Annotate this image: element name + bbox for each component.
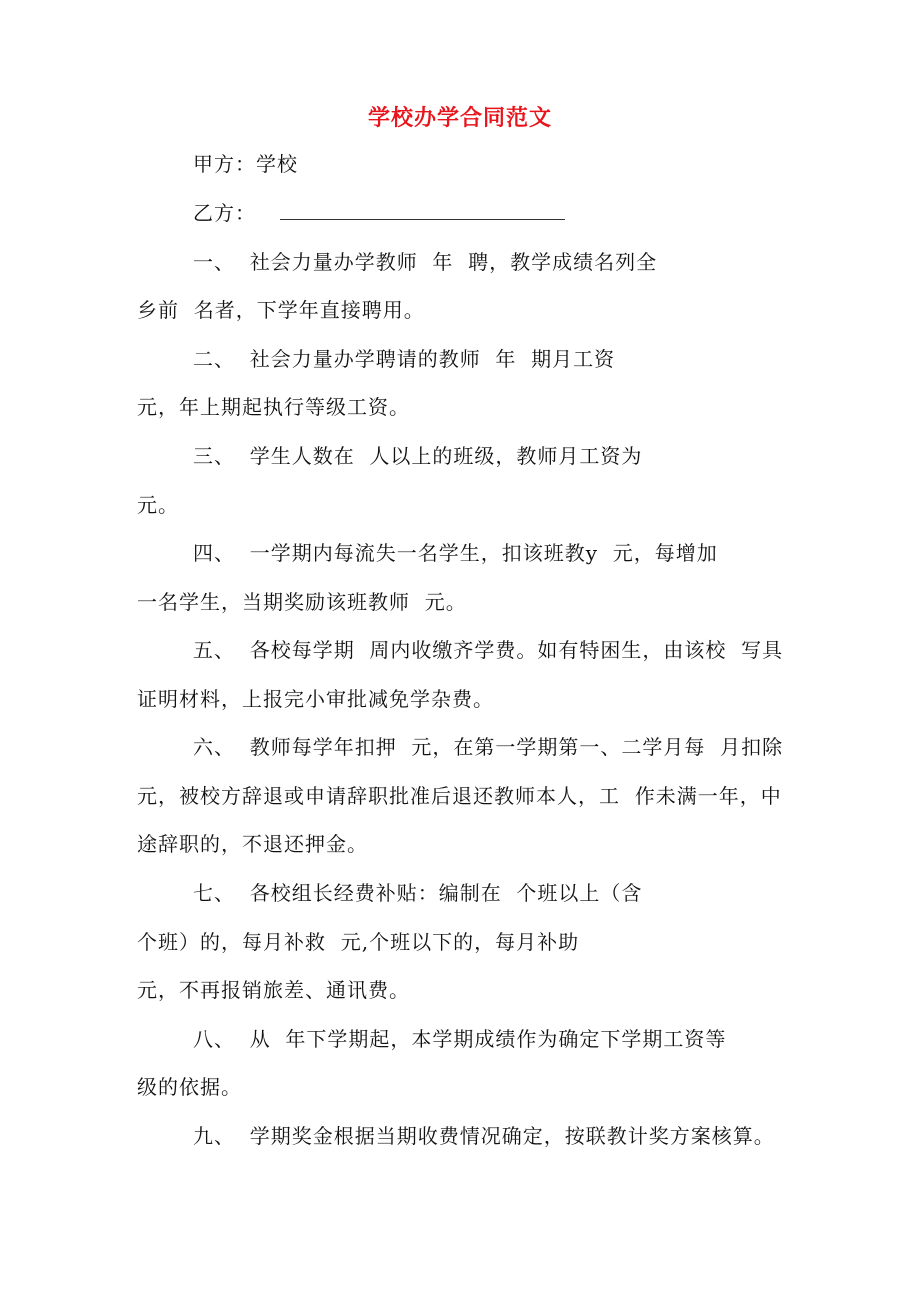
clause-2-line-2: 元，年上期起执行等级工资。 xyxy=(137,395,410,419)
clause-2-line-1: 二、 社会力量办学聘请的教师 年 期月工资 xyxy=(193,347,616,371)
clause-6-line-2: 元，被校方辞退或申请辞职批准后退还教师本人，工 作未满一年，中 xyxy=(137,784,782,808)
clause-3-line-2: 元。 xyxy=(137,493,179,517)
clause-1-line-2: 乡前 名者，下学年直接聘用。 xyxy=(137,298,425,322)
clause-9-line-1: 九、 学期奖金根据当期收费情况确定，按联教计奖方案核算。 xyxy=(193,1124,775,1148)
clause-5-line-1: 五、 各校每学期 周内收缴齐学费。如有特困生，由该校 写具 xyxy=(193,638,784,662)
document-title: 学校办学合同范文 xyxy=(367,105,552,131)
clause-8-line-1: 八、 从 年下学期起，本学期成绩作为确定下学期工资等 xyxy=(193,1027,727,1051)
party-b-line xyxy=(193,199,565,227)
party-a-line: 甲方：学校 xyxy=(193,152,298,176)
clause-8-line-2: 级的依据。 xyxy=(137,1075,242,1099)
clause-7-line-2: 个班）的，每月补救 元,个班以下的，每月补助 xyxy=(137,930,580,954)
clause-7-line-3: 元，不再报销旅差、通讯费。 xyxy=(137,978,410,1002)
clause-6-line-1: 六、 教师每学年扣押 元，在第一学期第一、二学月每 月扣除 xyxy=(193,735,784,759)
clause-5-line-2: 证明材料，上报完小审批减免学杂费。 xyxy=(137,687,494,711)
clause-4-line-2: 一名学生，当期奖励该班教师 元。 xyxy=(137,590,467,614)
clause-4-line-1: 四、 一学期内每流失一名学生，扣该班教y 元，每增加 xyxy=(193,541,718,565)
party-b-label: 乙方： xyxy=(193,201,256,225)
clause-7-line-1: 七、 各校组长经费补贴：编制在 个班以上（含 xyxy=(193,881,643,905)
party-b-blank xyxy=(280,201,565,220)
clause-6-line-3: 途辞职的，不退还押金。 xyxy=(137,832,368,856)
clause-1-line-1: 一、 社会力量办学教师 年 聘，教学成绩名列全 xyxy=(193,250,658,274)
clause-3-line-1: 三、 学生人数在 人以上的班级，教师月工资为 xyxy=(193,444,643,468)
